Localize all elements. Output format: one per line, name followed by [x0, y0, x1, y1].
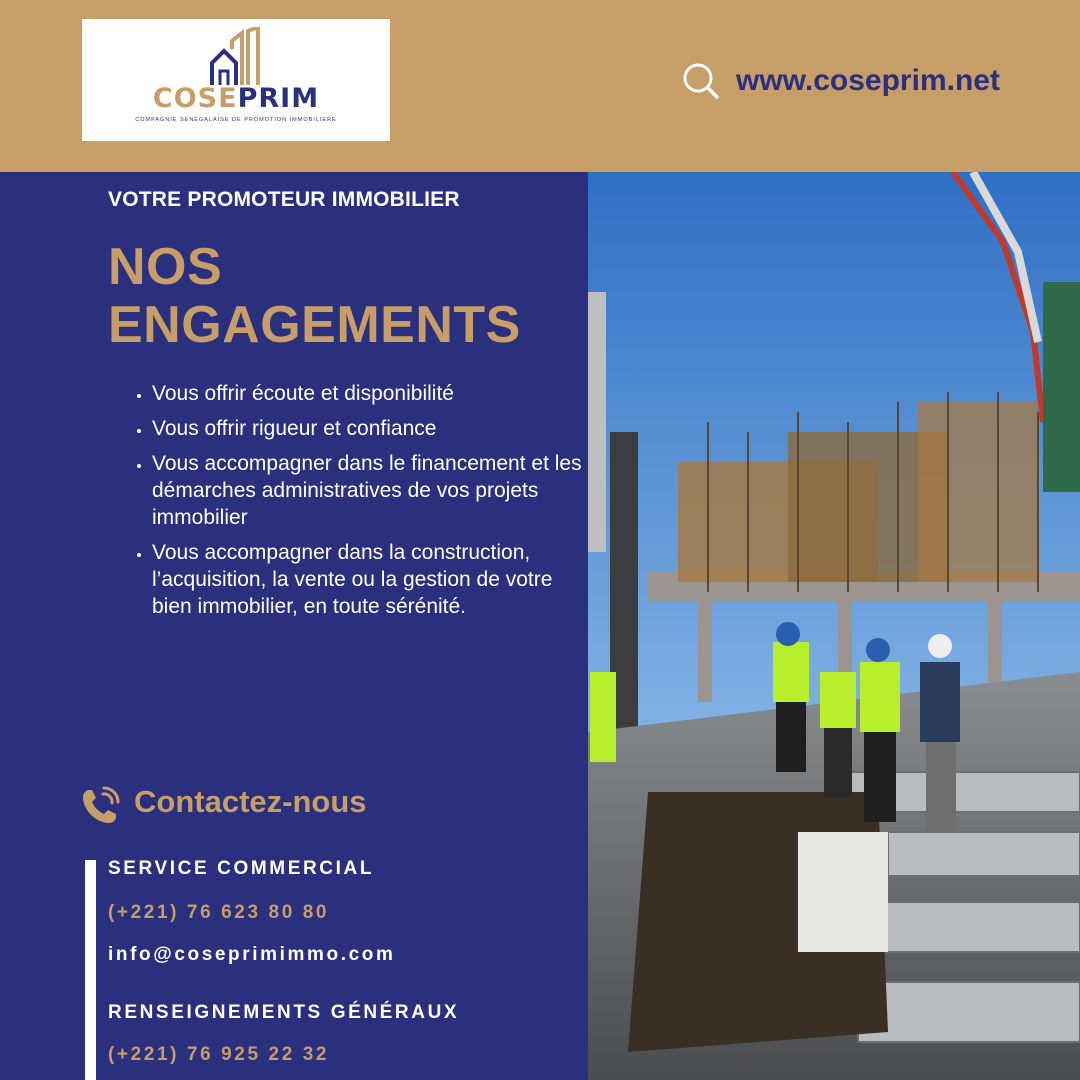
kicker-text: VOTRE PROMOTEUR IMMOBILIER	[108, 188, 460, 211]
phone-ringing-icon	[80, 784, 122, 826]
commercial-email[interactable]: info@coseprimimmo.com	[108, 944, 396, 965]
list-item: • Vous accompagner dans la construction, l’acquisition, la vente ou la gestion de votre bien immobilier, en toute sérénité.	[152, 539, 592, 620]
service-commercial-label: SERVICE COMMERCIAL	[108, 858, 375, 879]
page-title	[108, 238, 521, 354]
construction-photo-illustration	[588, 172, 1080, 1080]
search-icon	[682, 62, 720, 100]
website-link[interactable]: www.coseprim.net	[736, 64, 1000, 97]
list-item: • Vous offrir rigueur et confiance	[152, 415, 592, 442]
list-item: • Vous offrir écoute et disponibilité	[152, 380, 592, 407]
title-line-1: NOS	[108, 238, 223, 296]
title-line-2: ENGAGEMENTS	[108, 296, 521, 354]
header-band	[0, 0, 1080, 172]
commitments-list	[116, 380, 592, 628]
general-phone[interactable]: (+221) 76 925 22 32	[108, 1044, 330, 1065]
logo-wordmark	[82, 83, 390, 114]
logo-tagline: COMPAGNIE SENEGALAISE DE PROMOTION IMMOBILIERE	[135, 117, 337, 123]
logo-name-part2: PRIM	[237, 83, 320, 114]
general-info-label: RENSEIGNEMENTS GÉNÉRAUX	[108, 1002, 460, 1023]
contact-divider	[85, 860, 96, 1080]
construction-site-photo	[588, 172, 1080, 1080]
contact-title: Contactez-nous	[134, 784, 367, 819]
logo[interactable]	[82, 19, 390, 141]
commercial-phone[interactable]: (+221) 76 623 80 80	[108, 902, 330, 923]
logo-name-part1: COSE	[152, 83, 238, 114]
list-item: • Vous accompagner dans le financement et les démarches administratives de vos projets immobilier	[152, 450, 592, 531]
house-building-logo-icon	[208, 27, 264, 91]
